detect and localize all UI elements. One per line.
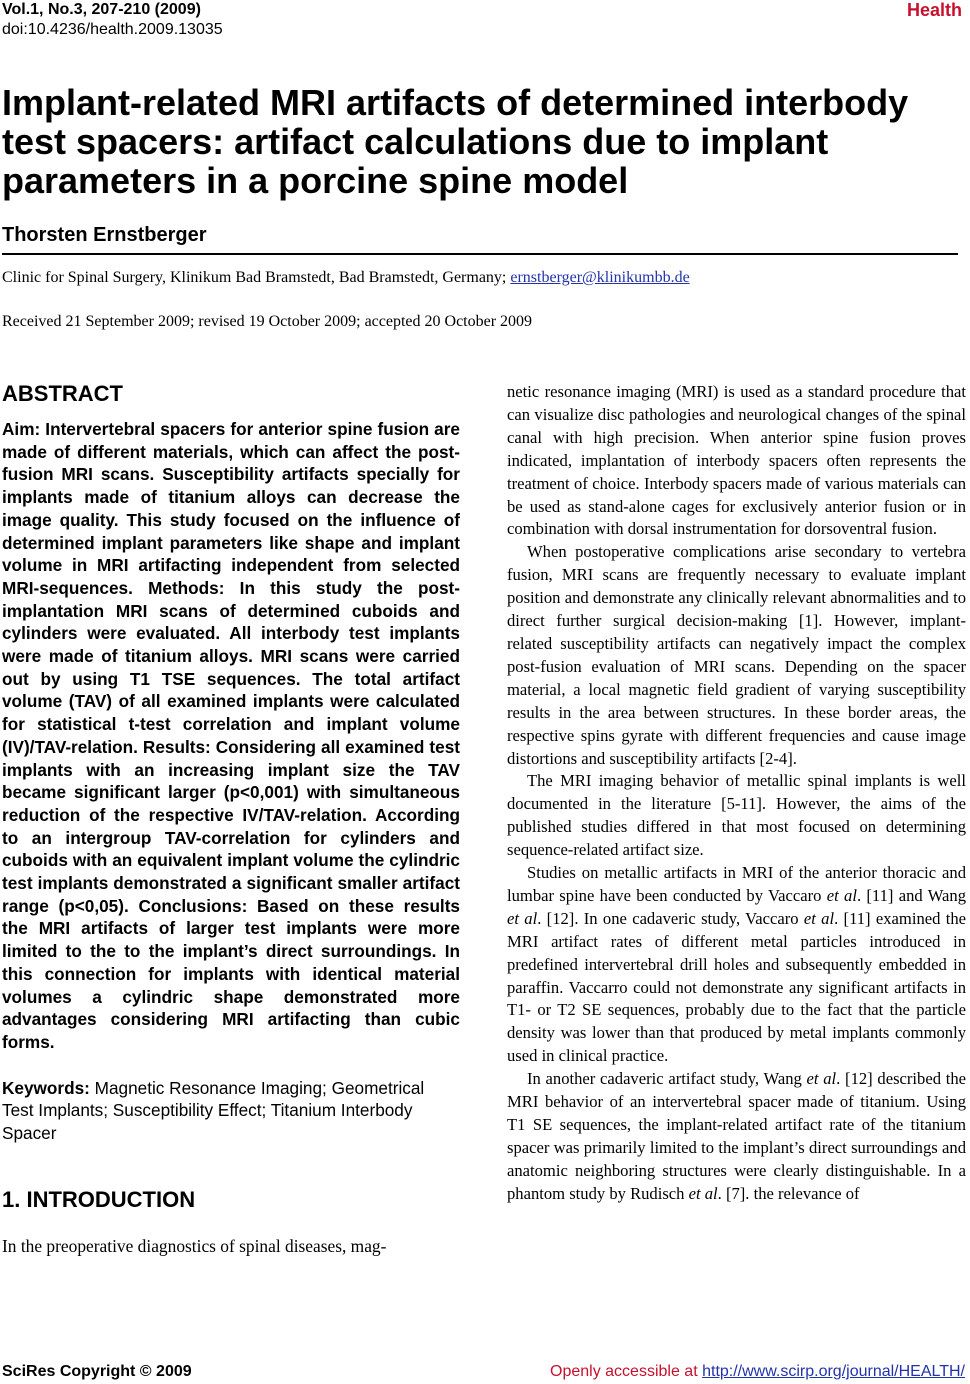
et-al-italic: et al bbox=[803, 908, 835, 928]
introduction-paragraph: In the preoperative diagnostics of spinal diseases, mag- bbox=[2, 1235, 387, 1256]
keywords-text: Magnetic Resonance Imaging; Geometrical Test Implants; Susceptibility Effect; Titanium Interbody Spacer bbox=[2, 1077, 425, 1144]
introduction-heading: 1. INTRODUCTION bbox=[2, 1186, 196, 1212]
et-al-italic: et al bbox=[806, 1069, 837, 1089]
et-al-italic: et al bbox=[826, 885, 857, 905]
left-column bbox=[2, 378, 460, 1258]
author-name: Thorsten Ernstberger bbox=[2, 224, 207, 246]
journal-section-label: Health bbox=[906, 0, 962, 20]
text-run: Studies on metallic artifacts in MRI of the anterior thoracic and lumbar spine have been conducted by Vaccaro bbox=[507, 863, 966, 905]
volume-info: Vol.1, No.3, 207-210 (2009) bbox=[2, 1, 201, 18]
affiliation bbox=[2, 269, 690, 287]
et-al-italic: et al bbox=[507, 908, 538, 928]
body-paragraph-4 bbox=[507, 862, 966, 1068]
text-run: . [12]. In one cadaveric study, Vaccaro bbox=[537, 908, 804, 928]
footer-copyright: SciRes Copyright © 2009 bbox=[2, 1363, 192, 1380]
body-paragraph-5 bbox=[507, 1068, 966, 1205]
footer-access bbox=[550, 1363, 965, 1381]
journal-url-link[interactable]: http://www.scirp.org/journal/HEALTH/ bbox=[702, 1363, 965, 1380]
paper-title: Implant-related MRI artifacts of determined interbody test spacers: artifact calculations due to implant parameters in a porcine spine model bbox=[2, 82, 909, 201]
doi: doi:10.4236/health.2009.13035 bbox=[2, 21, 223, 38]
body-paragraph-1: netic resonance imaging (MRI) is used as a standard procedure that can visualize disc pathologies and neurological changes of the spinal canal with high precision. When anterior spine fusion proves indicated, implantation of interbody spacers often represents the treatment of choice. Interbody spacers made of various materials can be used as stand-alone cages for exclusively anterior fusion or in combination with dorsal instrumentation for dorsoventral fusion. bbox=[507, 382, 966, 539]
journal-info bbox=[2, 0, 223, 40]
body-paragraph-3: The MRI imaging behavior of metallic spinal implants is well documented in the literature [5-11]. However, the aims of the published studies differed in that most focused on determining sequence-related artifact size. bbox=[507, 771, 966, 860]
text-run: . [11] and Wang bbox=[856, 885, 967, 905]
footer-access-text: Openly accessible at bbox=[550, 1363, 703, 1380]
abstract-heading: ABSTRACT bbox=[2, 381, 123, 406]
text-run: In another cadaveric artifact study, Wang bbox=[527, 1069, 807, 1089]
author-email-link[interactable]: ernstberger@klinikumbb.de bbox=[510, 269, 690, 286]
abstract-text: Aim: Intervertebral spacers for anterior spine fusion are made of different materials, which can affect the post-fusion MRI scans. Susceptibility artifacts specially for implants made of titanium alloys can decrease the image quality. This study focused on the influence of determined implant parameters like shape and implant volume in MRI artifacting independent from selected MRI-sequences. Methods: In this study the post-implantation MRI scans of determined cuboids and cylinders were evaluated. All interbody test implants were made of titanium alloys. MRI scans were carried out by using T1 TSE sequences. The total artifact volume (TAV) of all examined implants were calculated for statistical t-test correlation and implant volume (IV)/TAV-relation. Results: Considering all examined test implants with an increasing implant size the TAV became significant larger (p<0,001) with simultaneous reduction of the respective IV/TAV-relation. According to an intergroup TAV-correlation for cylinders and cuboids with an equivalent implant volume the cylindric test implants demonstrated a significant smaller artifact range (p<0,05). Conclusions: Based on these results the MRI artifacts of larger test implants were more limited to the to the implant’s direct surroundings. In this connection for implants with identical material volumes a cylindric shape demonstrated more advantages considering MRI artifacting than cubic forms. bbox=[2, 419, 460, 1052]
text-run: . [7]. the relevance of bbox=[717, 1183, 860, 1203]
body-paragraph-2: When postoperative complications arise secondary to vertebra fusion, MRI scans are frequently necessary to evaluate implant position and demonstrate any clinically relevant abnormalities and to direct further surgical decision-making [1]. However, implant-related susceptibility artifacts can negatively impact the complex post-fusion evaluation of MRI scans. Depending on the spacer material, a local magnetic field gradient of varying susceptibility results in the area between structures. In these border areas, the respective spins gyrate with different frequencies and cause image distortions and susceptibility artifacts [2-4]. bbox=[507, 542, 966, 768]
affiliation-text: Clinic for Spinal Surgery, Klinikum Bad Bramstedt, Bad Bramstedt, Germany; bbox=[2, 269, 511, 286]
keywords bbox=[2, 1077, 460, 1145]
et-al-italic: et al bbox=[688, 1183, 718, 1203]
text-run: . [12] described the MRI behavior of an intervertebral spacer made of titanium. Using T1 SE sequences, the implant-related artifact rate of the titanium spacer was primarily limited to the implant’s direct surroundings and anatomic neighboring structures were clearly distinguishable. In a phantom study by Rudisch bbox=[507, 1069, 967, 1203]
right-column bbox=[507, 381, 966, 1206]
text-run: . [11] examined the MRI artifact rates of different metal particles introduced in predefined intervertebral drill holes and subsequently embedded in paraffin. Vaccarro could not demonstrate any significant artifacts in T1- or T2 SE sequences, probably due to the fact that the particle density was lower than that produced by metal implants commonly used in clinical practice. bbox=[507, 908, 966, 1066]
keywords-label: Keywords: bbox=[2, 1077, 90, 1098]
received-dates: Received 21 September 2009; revised 19 October 2009; accepted 20 October 2009 bbox=[2, 313, 533, 330]
title-divider bbox=[2, 253, 958, 255]
